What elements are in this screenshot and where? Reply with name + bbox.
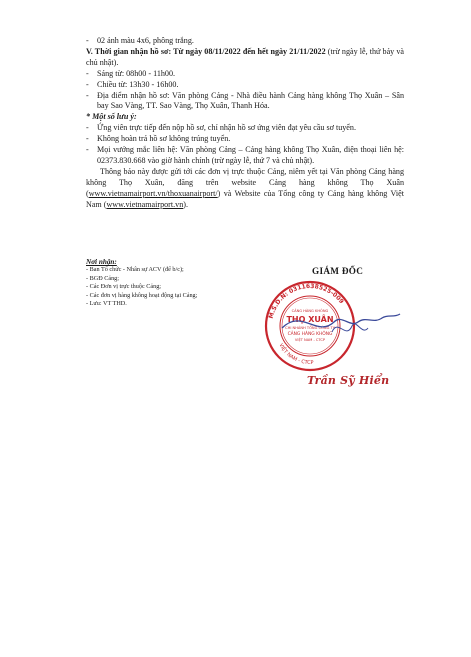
svg-text:CHI NHÁNH TỔNG CÔNG TY: CHI NHÁNH TỔNG CÔNG TY: [285, 326, 335, 330]
list-item: - Địa điểm nhận hồ sơ: Văn phòng Cảng - Nhà điều hành Cảng hàng không Thọ Xuân – Sân bay Sao Vàng, TT. Sao Vàng, Thọ Xuân, Thanh Hóa.: [86, 90, 404, 111]
announcement-paragraph: Thông báo này được gửi tới các đơn vị trực thuộc Cảng, niêm yết tại Văn phòng Cảng hàng không Thọ Xuân, đăng trên website Cảng hàng không Thọ Xuân (www.vietnamairport.vn/thoxuanairport/) và Website của Tổng công ty Cảng hàng không Việt Nam (www.vietnamairport.vn).: [86, 166, 404, 209]
list-item: - Sáng từ: 08h00 - 11h00.: [86, 69, 404, 80]
recipient-item: - Ban Tổ chức - Nhân sự ACV (để b/c);: [86, 266, 184, 274]
list-item: - Mọi vướng mắc liên hệ: Văn phòng Cảng – Cảng hàng không Thọ Xuân, điện thoại liên hệ: 02373.830.668 vào giờ hành chính (trừ ngày lễ, thứ 7 và chủ nhật).: [86, 145, 404, 165]
recipient-item: - Các đơn vị hàng không hoạt động tại Cảng;: [86, 291, 198, 299]
seal-top-text: VIỆT NAM - CTCP: [277, 342, 314, 367]
seal-center-title: THỌ XUÂN: [286, 315, 334, 324]
vietnamairport-website-link[interactable]: www.vietnamairport.vn: [106, 199, 184, 209]
signature-block: [262, 262, 412, 402]
note-2: Không hoàn trả hồ sơ không trúng tuyển.: [97, 134, 231, 144]
document-body: [86, 36, 404, 211]
company-seal: [262, 278, 412, 374]
notes-heading: * Một số lưu ý:: [86, 112, 137, 122]
svg-text:CẢNG HÀNG KHÔNG: CẢNG HÀNG KHÔNG: [291, 309, 329, 313]
signer-name: Trần Sỹ Hiển: [307, 374, 390, 387]
list-item: - Ứng viên trực tiếp đến nộp hồ sơ, chỉ nhận hồ sơ ứng viên đạt yêu cầu sơ tuyển.: [86, 123, 404, 134]
section-v-label: V. Thời gian nhận hồ sơ: Từ ngày 08/11/2022 đến hết ngày 21/11/2022: [86, 46, 326, 56]
section-v-tail: (trừ ngày lễ, thứ bảy và chủ nhật).: [86, 46, 404, 67]
recipient-item: - BGĐ Cảng;: [86, 274, 119, 282]
list-item: - Không hoàn trả hồ sơ không trúng tuyển.: [86, 134, 404, 145]
recipient-item: - Các Đơn vị trực thuộc Cảng;: [86, 283, 162, 291]
afternoon-hours: Chiều từ: 13h30 - 16h00.: [97, 79, 179, 89]
signer-title: GIÁM ĐỐC: [312, 266, 364, 276]
recipient-item: - Lưu: VT THD.: [86, 300, 127, 308]
thoxuan-website-link[interactable]: www.vietnamairport.vn/thoxuanairport/: [88, 188, 218, 198]
list-item: - 02 ảnh màu 4x6, phông trắng.: [86, 36, 404, 47]
photos-requirement: 02 ảnh màu 4x6, phông trắng.: [97, 36, 194, 45]
note-3: Mọi vướng mắc liên hệ: Văn phòng Cảng – Cảng hàng không Thọ Xuân, điện thoại liên hệ: 02373.830.668 vào giờ hành chính (trừ ngày lễ, thứ 7 và chủ nhật).: [97, 145, 404, 165]
svg-text:VIỆT NAM - CTCP: VIỆT NAM - CTCP: [294, 338, 326, 342]
list-item: - Chiều từ: 13h30 - 16h00.: [86, 80, 404, 91]
svg-text:CẢNG HÀNG KHÔNG: CẢNG HÀNG KHÔNG: [287, 332, 333, 337]
note-1: Ứng viên trực tiếp đến nộp hồ sơ, chỉ nhận hồ sơ ứng viên đạt yêu cầu sơ tuyển.: [97, 123, 356, 133]
recipients-block: [86, 258, 286, 308]
submission-location: Địa điểm nhận hồ sơ: Văn phòng Cảng - Nhà điều hành Cảng hàng không Thọ Xuân – Sân bay Sao Vàng, TT. Sao Vàng, Thọ Xuân, Thanh Hóa.: [97, 90, 404, 111]
recipients-title: Nơi nhận:: [86, 258, 117, 266]
section-v: [86, 47, 404, 69]
seal-number: M.S.D.N: 0311638525-009: [267, 282, 345, 320]
morning-hours: Sáng từ: 08h00 - 11h00.: [97, 68, 176, 78]
